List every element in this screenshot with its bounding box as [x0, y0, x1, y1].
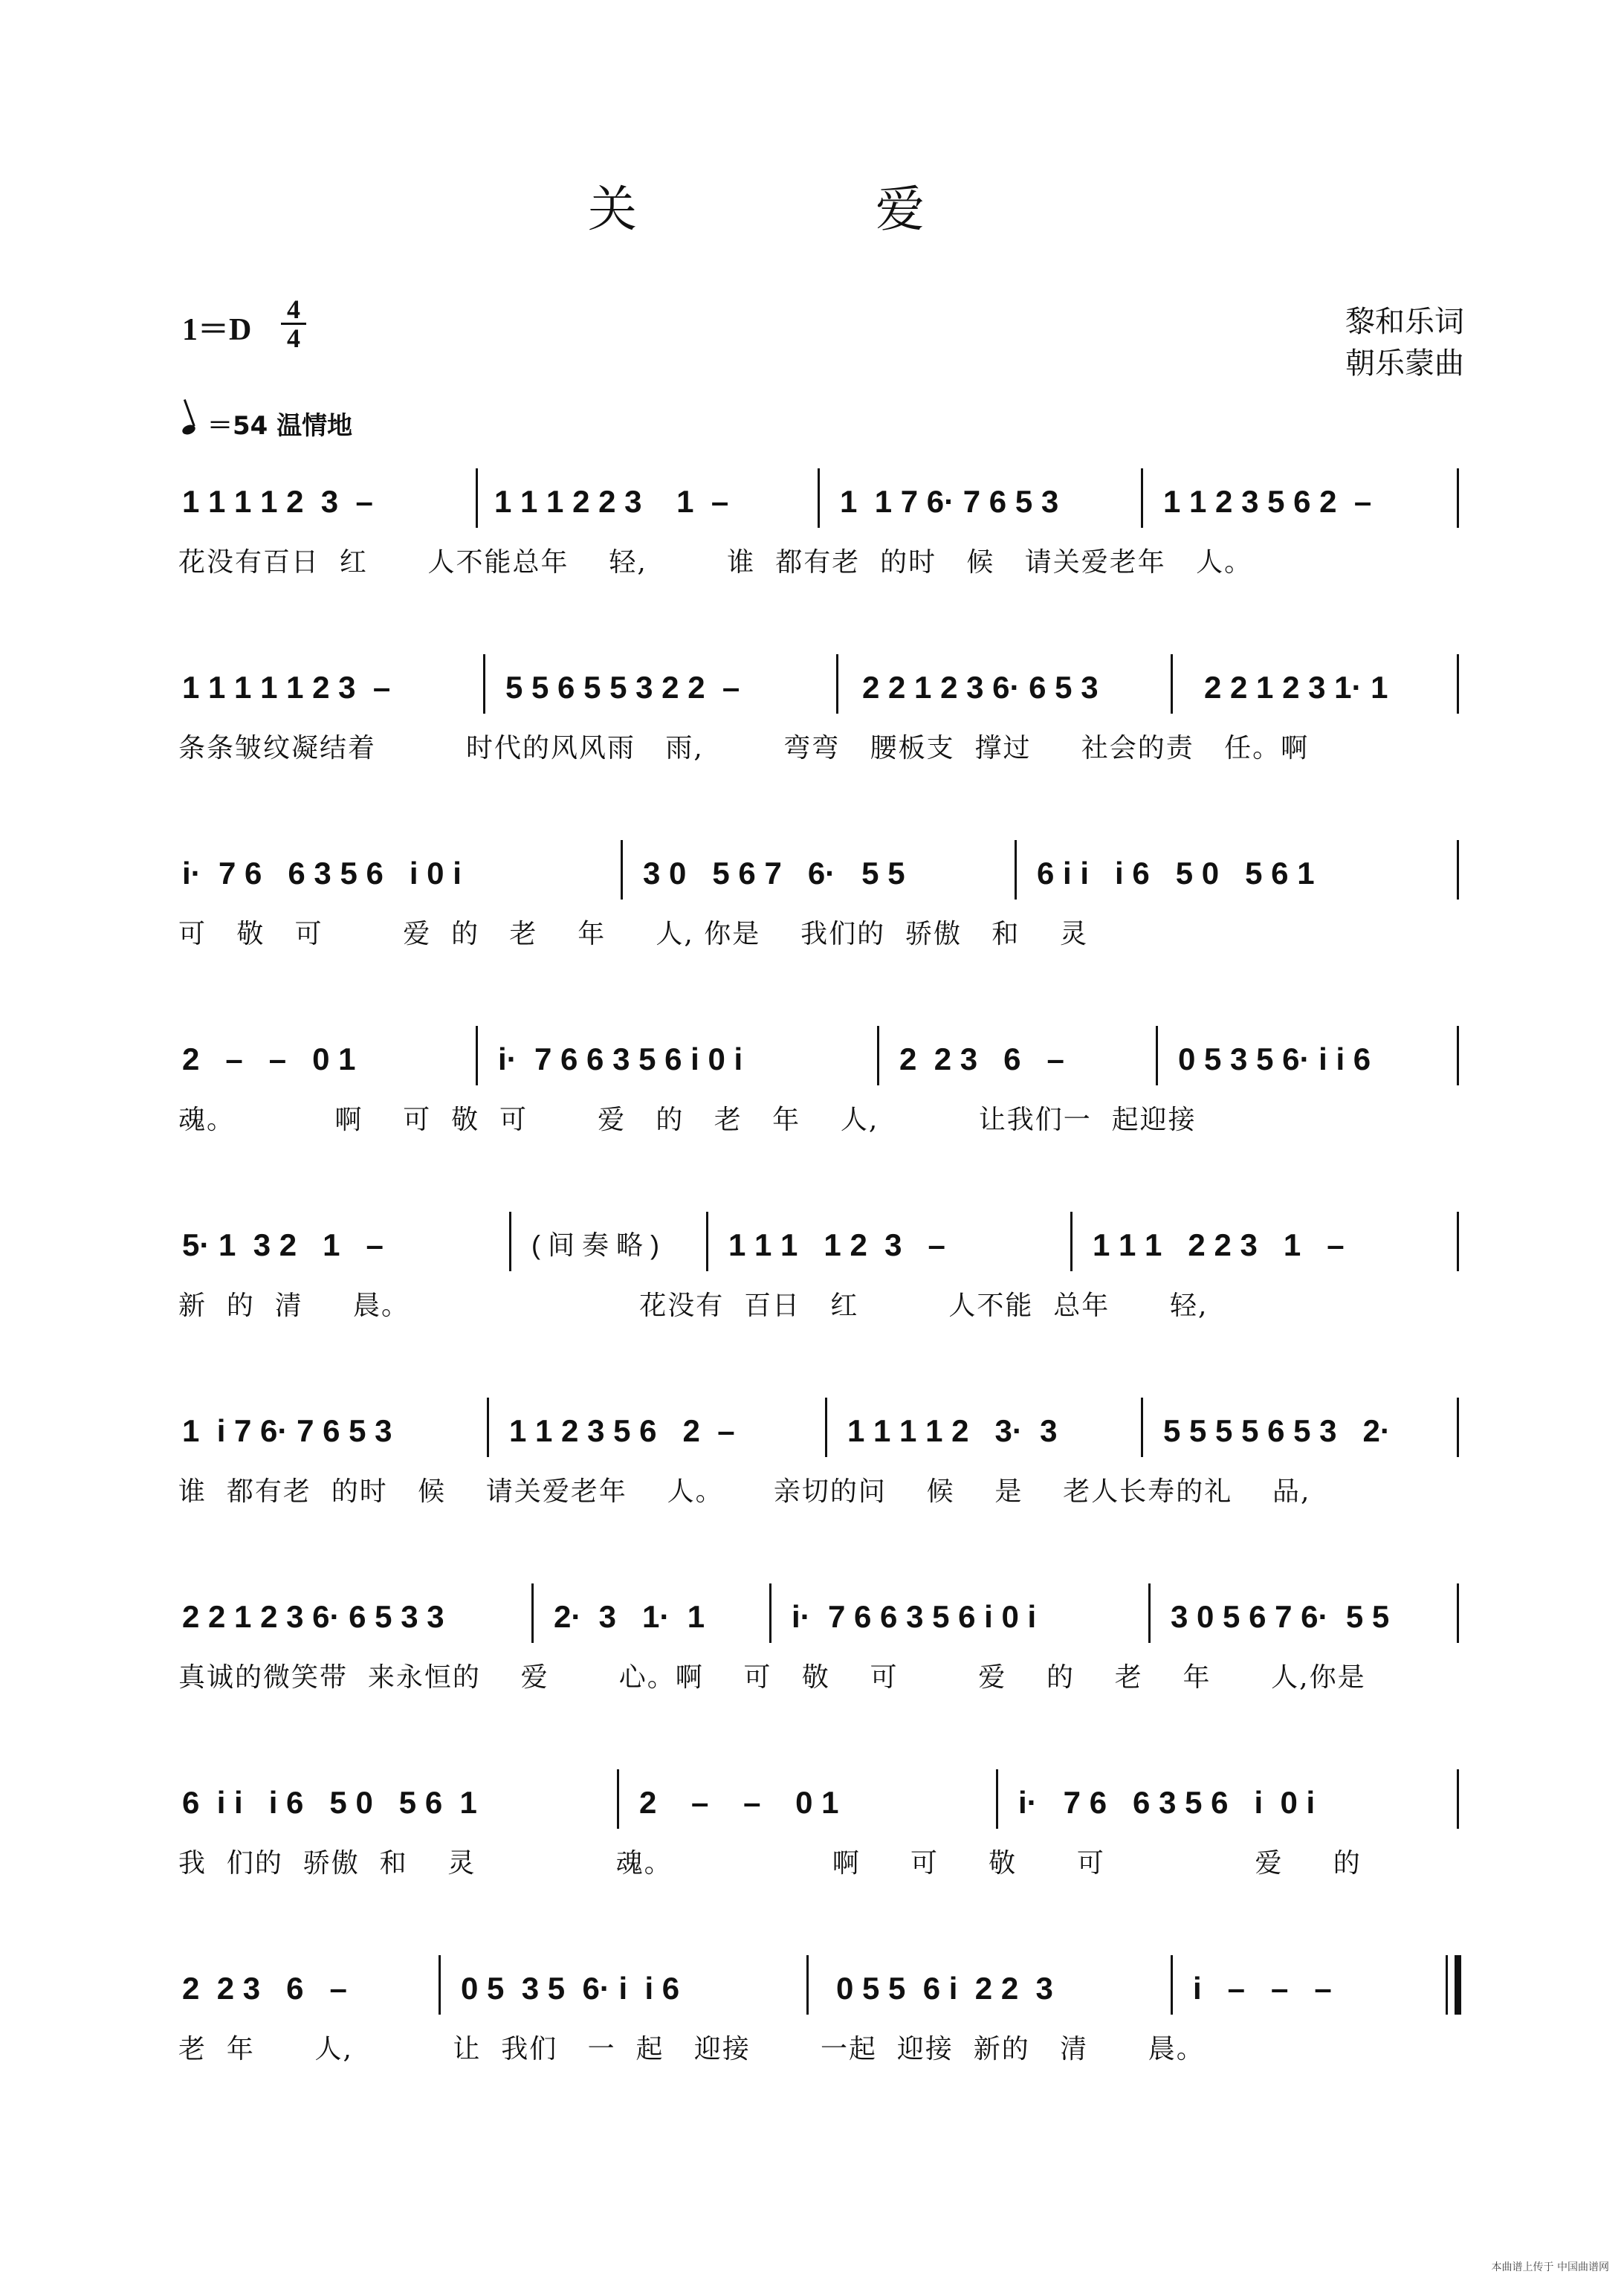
bar-line: [996, 1769, 998, 1829]
bar-line: [476, 1026, 478, 1085]
measure: 0 5 5 6 i 2 2 3: [836, 1971, 1053, 2006]
notes-row: [182, 847, 1468, 900]
bar-line: [769, 1583, 771, 1643]
notes-row: [182, 662, 1468, 714]
bar-line: [1070, 1212, 1073, 1271]
bar-line: [825, 1398, 827, 1457]
notes-row: [182, 1405, 1468, 1457]
bar-line: [1457, 1583, 1459, 1643]
bar-line: [617, 1769, 619, 1829]
bar-line: [483, 654, 485, 714]
lyrics-row: 可 敬 可 爱 的 老 年 人, 你是 我们的 骄傲 和 灵: [178, 919, 1089, 949]
measure: 1 i 7 6· 7 6 5 3: [182, 1413, 392, 1448]
measure: 6 i i i 6 5 0 5 6 1: [182, 1785, 477, 1820]
quarter-note-icon: [181, 423, 196, 436]
bar-line: [476, 468, 478, 528]
measure: 1 1 1 1 2 3· 3: [847, 1413, 1058, 1448]
bar-line: [836, 654, 838, 714]
bar-line: [531, 1583, 534, 1643]
bar-line: [1015, 840, 1017, 900]
measure: 3 0 5 6 7 6· 5 5: [643, 856, 905, 891]
bar-line: [818, 468, 820, 528]
bar-line: [1457, 468, 1459, 528]
measure: 0 5 3 5 6· i i 6: [461, 1971, 680, 2006]
bar-line: [1457, 1212, 1459, 1271]
notes-row: [182, 1033, 1468, 1085]
bar-line: [1457, 1769, 1459, 1829]
bar-line: [1156, 1026, 1158, 1085]
measure: 2 2 1 2 3 6· 6 5 3: [862, 670, 1099, 705]
measure: 2 2 3 6 –: [899, 1042, 1064, 1076]
lyrics-row: 真诚的微笑带 来永恒的 爱 心。啊 可 敬 可 爱 的 老 年 人,你是: [178, 1662, 1366, 1693]
bar-line: [706, 1212, 708, 1271]
measure: 5 5 6 5 5 3 2 2 –: [505, 670, 740, 705]
lyrics-row: 我 们的 骄傲 和 灵 魂。 啊 可 敬 可 爱 的: [178, 1848, 1362, 1879]
final-bar-line-thin: [1446, 1955, 1448, 2015]
time-signature-top: 4: [281, 296, 306, 325]
measure: 1 1 2 3 5 6 2 –: [509, 1413, 735, 1448]
time-signature-bottom: 4: [287, 323, 300, 353]
measure: 1 1 1 2 2 3 1 –: [494, 484, 729, 519]
lyrics-row: 魂。 啊 可 敬 可 爱 的 老 年 人, 让我们一 起迎接: [178, 1105, 1197, 1135]
lyricist: 黎和乐词: [1345, 305, 1464, 339]
measure: i· 7 6 6 3 5 6 i 0 i: [1018, 1785, 1316, 1820]
bar-line: [1457, 654, 1459, 714]
bar-line: [1457, 840, 1459, 900]
bar-line: [1457, 1398, 1459, 1457]
measure: 1 1 2 3 5 6 2 –: [1163, 484, 1372, 519]
measure: i· 7 6 6 3 5 6 i 0 i: [498, 1042, 743, 1076]
lyrics-row: 新 的 清 晨。 花没有 百日 红 人不能 总年 轻,: [178, 1291, 1209, 1321]
lyrics-row: 老 年 人, 让 我们 一 起 迎接 一起 迎接 新的 清 晨。: [178, 2034, 1205, 2064]
notes-row: [182, 476, 1468, 528]
bar-line: [621, 840, 623, 900]
measure: 2 – – 0 1: [639, 1785, 839, 1820]
measure: 2· 3 1· 1: [554, 1599, 705, 1634]
measure: 0 5 3 5 6· i i 6: [1178, 1042, 1371, 1076]
composer: 朝乐蒙曲: [1345, 346, 1464, 381]
bar-line: [487, 1398, 489, 1457]
measure: 5· 1 3 2 1 –: [182, 1227, 384, 1262]
bar-line: [1141, 468, 1143, 528]
interlude-note: ( 间 奏 略 ): [531, 1230, 659, 1260]
lyrics-row: 条条皱纹凝结着 时代的风风雨 雨, 弯弯 腰板支 撑过 社会的责 任。啊: [178, 733, 1310, 763]
measure: 1 1 1 1 2 3 –: [182, 484, 373, 519]
final-bar-line-thick: [1455, 1955, 1461, 2015]
lyrics-row: 花没有百日 红 人不能总年 轻, 谁 都有老 的时 候 请关爱老年 人。: [178, 547, 1253, 578]
measure: i· 7 6 6 3 5 6 i 0 i: [182, 856, 462, 891]
footer-watermark: 本曲谱上传于 中国曲谱网: [1491, 2261, 1609, 2273]
notes-row: [182, 1963, 1468, 2015]
measure: 1 1 1 1 2 3 –: [728, 1227, 945, 1262]
bar-line: [1148, 1583, 1151, 1643]
measure: 1 1 1 1 1 2 3 –: [182, 670, 391, 705]
notes-row: [182, 1219, 1468, 1271]
measure: i· 7 6 6 3 5 6 i 0 i: [792, 1599, 1037, 1634]
measure: 2 2 1 2 3 6· 6 5 3 3: [182, 1599, 444, 1634]
bar-line: [439, 1955, 441, 2015]
page-title: 关 爱: [588, 181, 1036, 238]
measure: 2 2 3 6 –: [182, 1971, 347, 2006]
tempo-marking: [182, 405, 352, 442]
bar-line: [1141, 1398, 1143, 1457]
measure: 1 1 7 6· 7 6 5 3: [840, 484, 1059, 519]
bar-line: [806, 1955, 809, 2015]
measure: 2 – – 0 1: [182, 1042, 356, 1076]
measure: 1 1 1 2 2 3 1 –: [1093, 1227, 1345, 1262]
bar-line: [877, 1026, 879, 1085]
measure: 3 0 5 6 7 6· 5 5: [1171, 1599, 1390, 1634]
measure: 2 2 1 2 3 1· 1: [1204, 670, 1388, 705]
bar-line: [1171, 654, 1173, 714]
tempo-text: ＝54 温情地: [207, 411, 353, 441]
bar-line: [1171, 1955, 1173, 2015]
measure: i – – –: [1193, 1971, 1332, 2006]
bar-line: [1457, 1026, 1459, 1085]
lyrics-row: 谁 都有老 的时 候 请关爱老年 人。 亲切的问 候 是 老人长寿的礼 品,: [178, 1476, 1311, 1507]
notes-row: [182, 1591, 1468, 1643]
notes-row: [182, 1777, 1468, 1829]
bar-line: [509, 1212, 511, 1271]
measure: 5 5 5 5 6 5 3 2·: [1163, 1413, 1391, 1448]
measure: 6 i i i 6 5 0 5 6 1: [1037, 856, 1315, 891]
credits: [1345, 301, 1464, 384]
time-signature: [281, 296, 306, 352]
key-signature: 1＝D: [182, 313, 252, 347]
